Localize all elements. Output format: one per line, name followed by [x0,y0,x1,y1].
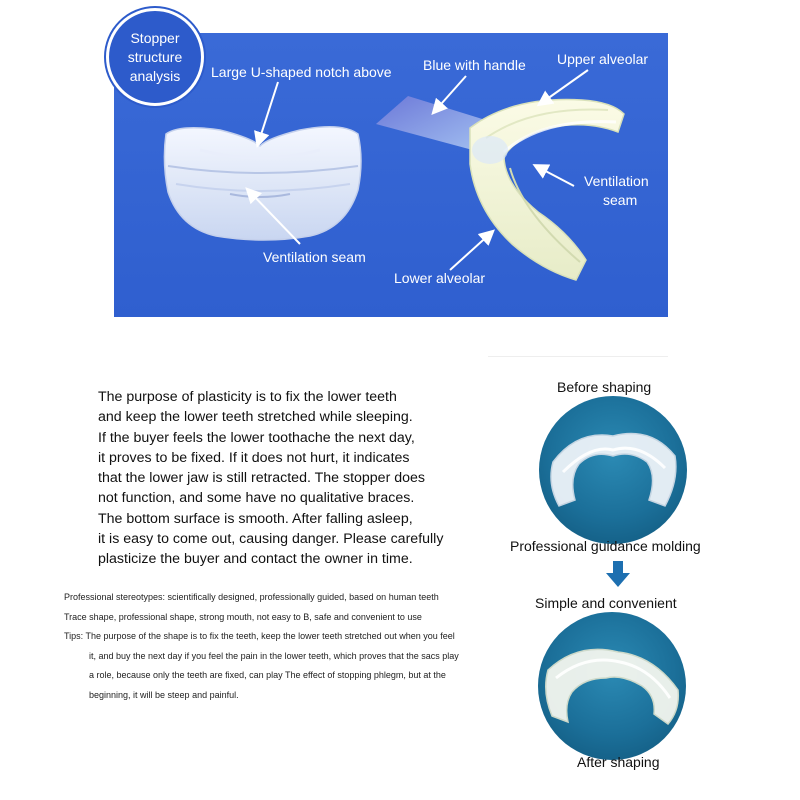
notes-line: it, and buy the next day if you feel the pain in the lower teeth, which proves that the sacs play [89,650,459,661]
after-guard-icon [538,612,686,760]
notes-line: Tips: The purpose of the shape is to fix the teeth, keep the lower teeth stretched out when you feel [64,631,455,641]
notes-line: a role, because only the teeth are fixed, can play The effect of stopping phlegm, but at the [89,670,446,680]
paragraph-line: The bottom surface is smooth. After falling asleep, [98,510,413,527]
notes-line: Trace shape, professional shape, strong mouth, not easy to B, safe and convenient to use [64,611,422,622]
notes-line: beginning, it will be steep and painful. [89,689,239,700]
description-paragraph [98,387,498,570]
paragraph-line: plasticize the buyer and contact the owner in time. [98,551,413,568]
label-ventilation-right: Ventilation [584,173,649,189]
paragraph-line: not function, and some have no qualitative braces. [98,490,415,507]
column-divider [488,356,668,357]
paragraph-line: that the lower jaw is still retracted. The stopper does [98,470,425,487]
label-handle: Blue with handle [423,57,526,73]
structure-badge [106,8,204,106]
down-arrow-icon [606,561,630,587]
mouthguard-side-image [372,92,630,288]
label-ventilation-left: Ventilation seam [263,249,366,265]
paragraph-line: The purpose of plasticity is to fix the lower teeth [98,389,397,405]
before-shaping-image [539,396,687,544]
paragraph-line: it is easy to come out, causing danger. Please carefully [98,531,444,548]
before-guard-icon [539,396,687,544]
label-professional-guidance: Professional guidance molding [510,538,701,554]
label-after-shaping: After shaping [577,754,660,770]
label-ventilation-right-seam: seam [603,192,638,208]
label-simple-convenient: Simple and convenient [535,595,677,611]
notes-line: Professional stereotypes: scientifically designed, professionally guided, based on human teeth [64,592,439,602]
label-notch: Large U-shaped notch above [211,64,392,80]
paragraph-line: and keep the lower teeth stretched while sleeping. [98,409,413,426]
paragraph-line: If the buyer feels the lower toothache the next day, [98,429,415,446]
label-upper-alveolar: Upper alveolar [557,51,649,67]
badge-text: Stopper structure analysis [127,29,183,84]
after-shaping-image [538,612,686,760]
mouthguard-front-image [160,120,365,245]
notes-block [64,588,534,705]
paragraph-line: it proves to be fixed. If it does not hurt, it indicates [98,449,410,466]
label-lower-alveolar: Lower alveolar [394,270,486,286]
label-before-shaping: Before shaping [557,379,652,395]
